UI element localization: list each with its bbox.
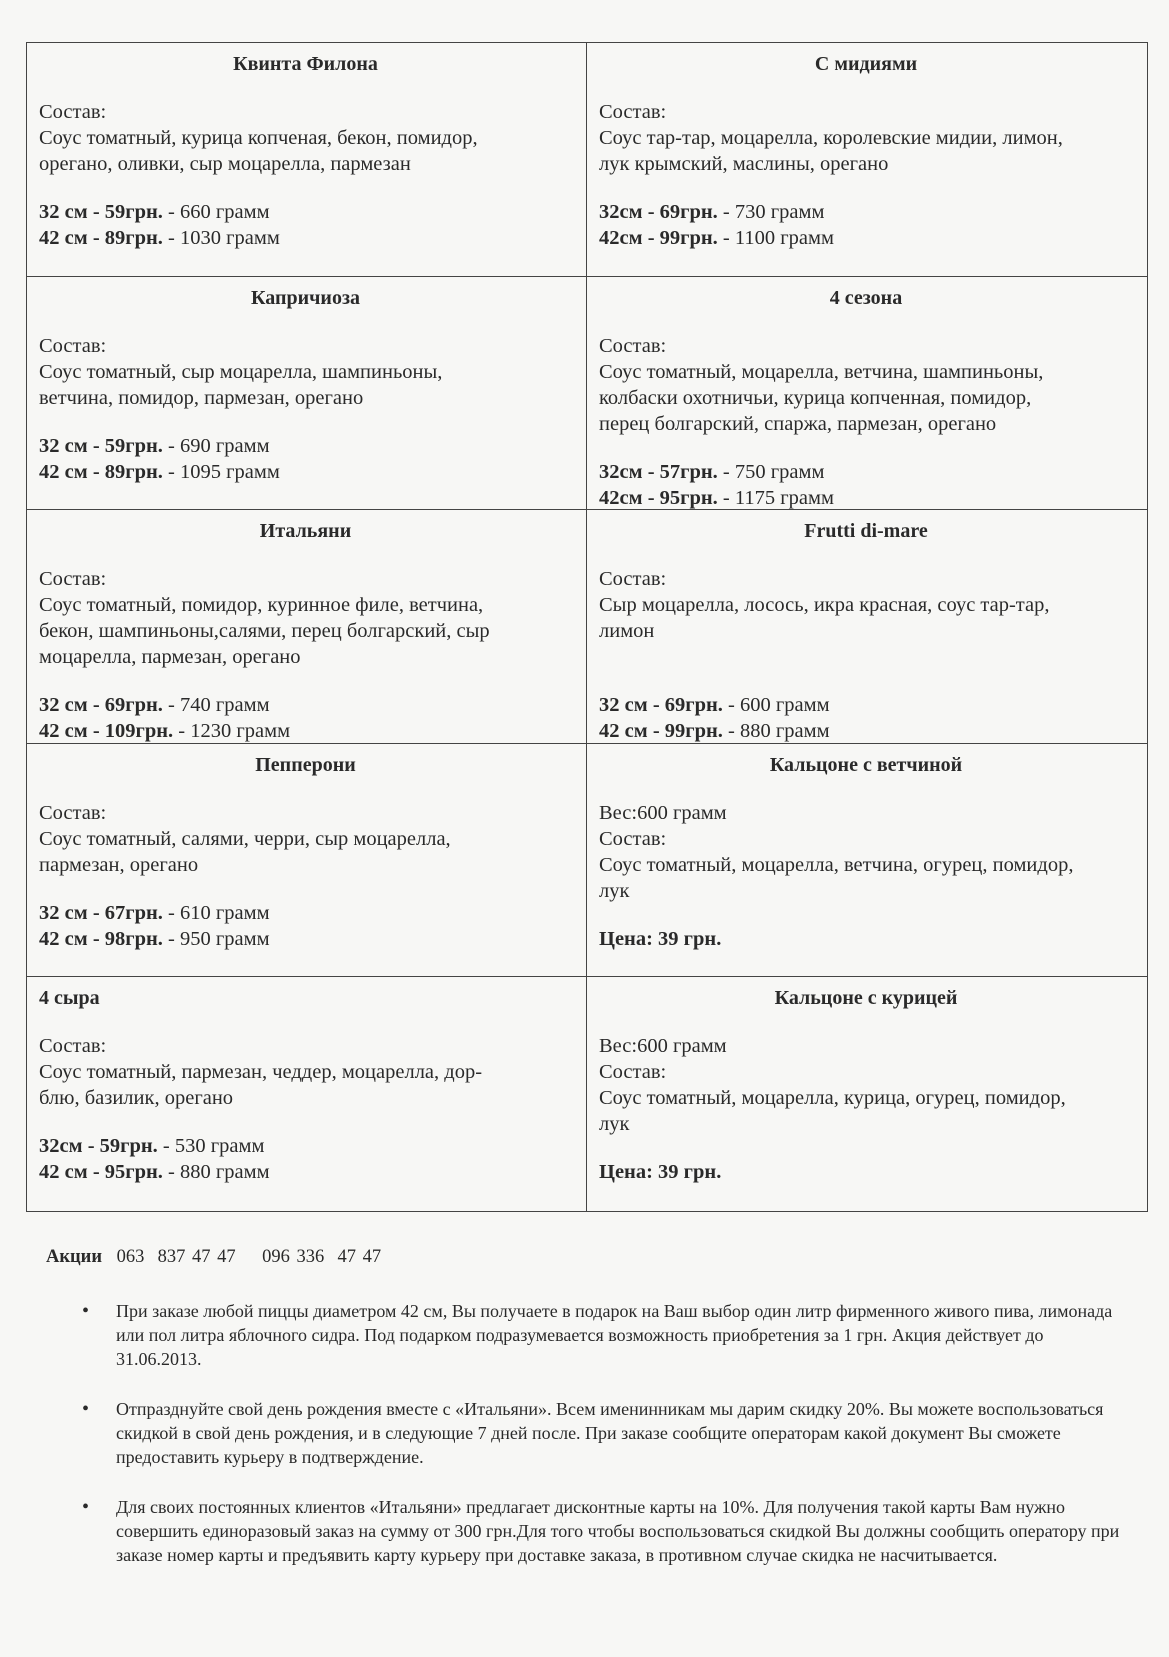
- ingredients-line: пармезан, орегано: [39, 853, 199, 876]
- pizza-name: Frutti di-mare: [804, 520, 928, 543]
- menu-cell: [27, 277, 587, 511]
- size-price: 32см - 57грн.: [599, 460, 718, 483]
- promotion-item: • Отпразднуйте свой день рождения вместе с «Итальяни». Всем именинникам мы дарим скидку 20%. Вы можете воспользоваться скидкой в свой день рождения, и в следующие 7 дней после. При заказе сообщите операторам какой документ Вы сможете предоставить курьеру в подтверждение.: [46, 1397, 1126, 1469]
- ingredients-line: Соус томатный, помидор, куринное филе, ветчина,: [39, 594, 484, 617]
- ingredients-line: лук: [599, 879, 630, 902]
- ingredients-line: Соус томатный, курица копченая, бекон, помидор,: [39, 127, 478, 149]
- ingredients-line: Соус томатный, моцарелла, ветчина, шампиньоны,: [599, 360, 1044, 383]
- weight: - 880 грамм: [162, 1161, 270, 1184]
- size-price-line: [39, 926, 572, 952]
- ingredients-line: блю, базилик, орегано: [39, 1087, 234, 1110]
- size-price-line: [39, 433, 572, 459]
- size-price: 32 см - 69грн.: [599, 694, 723, 717]
- weight: - 1175 грамм: [717, 486, 834, 509]
- pizza-name: Кальцоне с ветчиной: [769, 753, 963, 776]
- menu-table: [26, 42, 1148, 1212]
- size-price-line: [599, 199, 1133, 225]
- composition-label: Состав:: [39, 568, 107, 591]
- menu-cell: [587, 43, 1147, 277]
- size-price: 32 см - 59грн.: [39, 434, 163, 457]
- size-price-line: [599, 718, 1133, 744]
- size-price-line: [39, 225, 572, 251]
- size-price-line: [39, 1159, 572, 1185]
- weight: - 530 грамм: [157, 1135, 265, 1158]
- ingredients-line: колбаски охотничьи, курица копченная, помидор,: [599, 386, 1032, 409]
- weight: - 660 грамм: [162, 201, 270, 223]
- menu-cell: [27, 510, 587, 744]
- price: Цена: 39 грн.: [599, 1161, 722, 1184]
- weight: - 600 грамм: [722, 694, 830, 717]
- ingredients-line: Соус тар-тар, моцарелла, королевские мидии, лимон,: [599, 127, 1063, 149]
- size-price-line: [599, 225, 1133, 251]
- ingredients-line: лук крымский, маслины, орегано: [599, 153, 889, 175]
- menu-cell: [587, 977, 1147, 1211]
- size-price-line: [599, 692, 1133, 718]
- size-price-line: [39, 718, 572, 744]
- pizza-name: 4 сезона: [829, 286, 903, 309]
- ingredients-line: орегано, оливки, сыр моцарелла, пармезан: [39, 153, 411, 175]
- weight: - 880 грамм: [722, 720, 830, 743]
- weight: - 740 грамм: [162, 694, 270, 717]
- weight: - 1100 грамм: [717, 227, 834, 249]
- ingredients-line: Соус томатный, моцарелла, ветчина, огурец, помидор,: [599, 853, 1074, 876]
- size-price-line: [599, 485, 1133, 511]
- size-price: 32 см - 59грн.: [39, 201, 163, 223]
- size-price: 32 см - 69грн.: [39, 694, 163, 717]
- ingredients-line: Соус томатный, сыр моцарелла, шампиньоны,: [39, 360, 443, 383]
- composition-label: Состав:: [39, 334, 107, 357]
- ingredients-line: Сыр моцарелла, лосось, икра красная, соус тар-тар,: [599, 594, 1050, 617]
- size-price-line: [39, 459, 572, 485]
- menu-cell: [587, 277, 1147, 511]
- size-price: 32см - 69грн.: [599, 201, 718, 223]
- ingredients-line: бекон, шампиньоны,салями, перец болгарский, сыр: [39, 620, 490, 643]
- composition-label: Состав:: [599, 1061, 667, 1084]
- composition-label: Состав:: [599, 827, 667, 850]
- pizza-name: Квинта Филона: [233, 53, 378, 75]
- pizza-name: Пепперони: [255, 753, 356, 776]
- weight: - 610 грамм: [162, 901, 270, 924]
- weight-line: Вес:600 грамм: [599, 801, 727, 824]
- promotions-phones: 063 837 47 47 096 336 47 47: [116, 1247, 382, 1267]
- composition-label: Состав:: [599, 334, 667, 357]
- menu-cell: [27, 744, 587, 978]
- composition-label: Состав:: [39, 101, 107, 123]
- size-price: 42 см - 95грн.: [39, 1161, 163, 1184]
- size-price: 42 см - 109грн.: [39, 720, 174, 743]
- promotions-header: [46, 1245, 1126, 1269]
- weight-line: Вес:600 грамм: [599, 1035, 727, 1058]
- composition-label: Состав:: [39, 1035, 107, 1058]
- weight: - 1230 грамм: [173, 720, 291, 743]
- pizza-name: Итальяни: [259, 520, 352, 543]
- size-price: 42 см - 89грн.: [39, 227, 163, 249]
- ingredients-line: Соус томатный, пармезан, чеддер, моцарелла, дор-: [39, 1061, 483, 1084]
- weight: - 690 грамм: [162, 434, 270, 457]
- pizza-name: Капричиоза: [251, 286, 360, 309]
- size-price: 42 см - 89грн.: [39, 460, 163, 483]
- pizza-name: Кальцоне с курицей: [774, 987, 958, 1010]
- ingredients-line: моцарелла, пармезан, орегано: [39, 646, 301, 669]
- price: Цена: 39 грн.: [599, 927, 722, 950]
- weight: - 750 грамм: [717, 460, 825, 483]
- menu-cell: [27, 43, 587, 277]
- ingredients-line: лук: [599, 1113, 630, 1136]
- composition-label: Состав:: [599, 568, 667, 591]
- size-price-line: [39, 692, 572, 718]
- promotions-section: [46, 1245, 1126, 1593]
- menu-cell: [587, 510, 1147, 744]
- size-price: 32см - 59грн.: [39, 1135, 158, 1158]
- size-price: 42см - 95грн.: [599, 486, 718, 509]
- menu-cell: [587, 744, 1147, 978]
- size-price: 42 см - 98грн.: [39, 927, 163, 950]
- ingredients-line: Соус томатный, салями, черри, сыр моцарелла,: [39, 827, 451, 850]
- promotions-label: Акции: [46, 1247, 102, 1267]
- pizza-name: 4 сыра: [39, 987, 100, 1010]
- promotion-item: • При заказе любой пиццы диаметром 42 см, Вы получаете в подарок на Ваш выбор один литр фирменного живого пива, лимонада или пол литра яблочного сидра. Под подарком подразумевается возможность приобретения за 1 грн. Акция действует до 31.06.2013.: [46, 1299, 1126, 1371]
- ingredients-line: лимон: [599, 620, 655, 643]
- weight: - 1030 грамм: [162, 227, 280, 249]
- promotion-item: • Для своих постоянных клиентов «Итальяни» предлагает дисконтные карты на 10%. Для получения такой карты Вам нужно совершить единоразовый заказ на сумму от 300 грн.Для того чтобы воспользоваться скидкой Вы должны сообщить оператору при заказе номер карты и предъявить карту курьеру при доставке заказа, в противном случае скидка не насчитывается.: [46, 1495, 1126, 1567]
- composition-label: Состав:: [599, 101, 667, 123]
- size-price-line: [39, 1133, 572, 1159]
- composition-label: Состав:: [39, 801, 107, 824]
- size-price: 42см - 99грн.: [599, 227, 718, 249]
- ingredients-line: ветчина, помидор, пармезан, орегано: [39, 386, 364, 409]
- weight: - 1095 грамм: [162, 460, 280, 483]
- ingredients-line: [599, 644, 1133, 670]
- pizza-name: С мидиями: [814, 53, 918, 75]
- size-price: 32 см - 67грн.: [39, 901, 163, 924]
- ingredients-line: Соус томатный, моцарелла, курица, огурец, помидор,: [599, 1087, 1066, 1110]
- size-price-line: [39, 199, 572, 225]
- size-price-line: [39, 900, 572, 926]
- ingredients-line: перец болгарский, спаржа, пармезан, орегано: [599, 412, 997, 435]
- size-price-line: [599, 459, 1133, 485]
- size-price: 42 см - 99грн.: [599, 720, 723, 743]
- promotions-list: [46, 1299, 1126, 1567]
- menu-cell: [27, 977, 587, 1211]
- weight: - 950 грамм: [162, 927, 270, 950]
- weight: - 730 грамм: [717, 201, 825, 223]
